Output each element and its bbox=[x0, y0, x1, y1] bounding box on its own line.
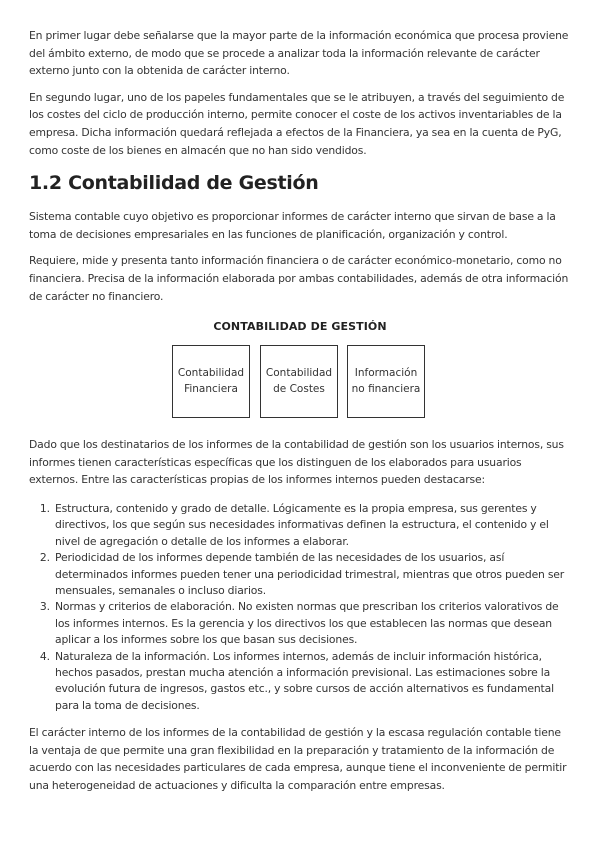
diagram-box-line: Contabilidad bbox=[177, 367, 245, 380]
diagram-box-financial-accounting bbox=[172, 345, 250, 418]
list-item: 1. Estructura, contenido y grado de detalle. Lógicamente es la propia empresa, sus gerentes y directivos, los que según sus necesidades informativas definen la estructura, el contenido y el nivel de agregación o detalle de los informes a elaborar. bbox=[53, 501, 571, 550]
diagram-box-cost-accounting bbox=[260, 345, 338, 418]
diagram-box-line: no financiera bbox=[351, 382, 421, 395]
list-item: 3. Normas y criterios de elaboración. No existen normas que prescriban los criterios valorativos de los informes internos. Es la gerencia y los directivos los que establecen las normas que desean aplicar a los informes sobre los que basan sus decisiones. bbox=[53, 599, 571, 648]
characteristics-list bbox=[29, 501, 571, 714]
management-accounting-diagram bbox=[29, 318, 571, 428]
list-item: 2. Periodicidad de los informes depende también de las necesidades de los usuarios, así determinados informes pueden tener una periodicidad trimestral, mientras que otros pueden ser mensuales, semanales o incluso diarios. bbox=[53, 550, 571, 599]
paragraph-requirements: Requiere, mide y presenta tanto información financiera o de carácter económico-monetario, como no financiera. Precisa de la información elaborada por ambas contabilidades, además de otra información de carácter no financiero. bbox=[29, 254, 569, 303]
diagram-title: CONTABILIDAD DE GESTIÓN bbox=[213, 320, 387, 334]
diagram-box-line: Información bbox=[354, 367, 418, 380]
document-page bbox=[29, 27, 571, 795]
paragraph-internal-users: Dado que los destinatarios de los informes de la contabilidad de gestión son los usuarios internos, sus informes tienen características específicas que los distinguen de los elaborados para usuarios externos. Entre las características propias de los informes internos pueden destacarse: bbox=[29, 438, 564, 487]
diagram-box-line: Financiera bbox=[184, 382, 238, 395]
diagram-box-line: de Costes bbox=[273, 382, 325, 395]
paragraph-external-information: En primer lugar debe señalarse que la mayor parte de la información económica que procesa proviene del ámbito externo, de modo que se procede a analizar toda la información relevante de carácter externo junto con la obtenida de carácter interno. bbox=[29, 29, 569, 78]
paragraph-production-costs: En segundo lugar, uno de los papeles fundamentales que se le atribuyen, a través del seguimiento de los costes del ciclo de producción interno, permite conocer el coste de los activos inventariables de la empresa. Dicha información quedará reflejada a efectos de la Financiera, ya sea en la cuenta de PyG, como coste de los bienes en almacén que no han sido vendidos. bbox=[29, 90, 565, 157]
section-heading: 1.2 Contabilidad de Gestión bbox=[29, 172, 319, 195]
list-item: 4. Naturaleza de la información. Los informes internos, además de incluir información histórica, hechos pasados, prestan mucha atención a información previsional. Las estimaciones sobre la evolución futura de ingresos, gastos etc., y sobre cursos de acción alternativos es fundamental para la toma de decisiones. bbox=[53, 649, 571, 715]
paragraph-closing: El carácter interno de los informes de la contabilidad de gestión y la escasa regulación contable tiene la ventaja de que permite una gran flexibilidad en la preparación y tratamiento de la información de acuerdo con las necesidades particulares de cada empresa, aunque tiene el inconveniente de permitir una heterogeneidad de actuaciones y dificulta la comparación entre empresas. bbox=[29, 726, 567, 792]
diagram-box-line: Contabilidad bbox=[265, 367, 333, 380]
paragraph-definition: Sistema contable cuyo objetivo es proporcionar informes de carácter interno que sirvan de base a la toma de decisiones empresariales en las funciones de planificación, organización y control. bbox=[29, 210, 556, 241]
diagram-box-non-financial-information bbox=[347, 345, 425, 418]
